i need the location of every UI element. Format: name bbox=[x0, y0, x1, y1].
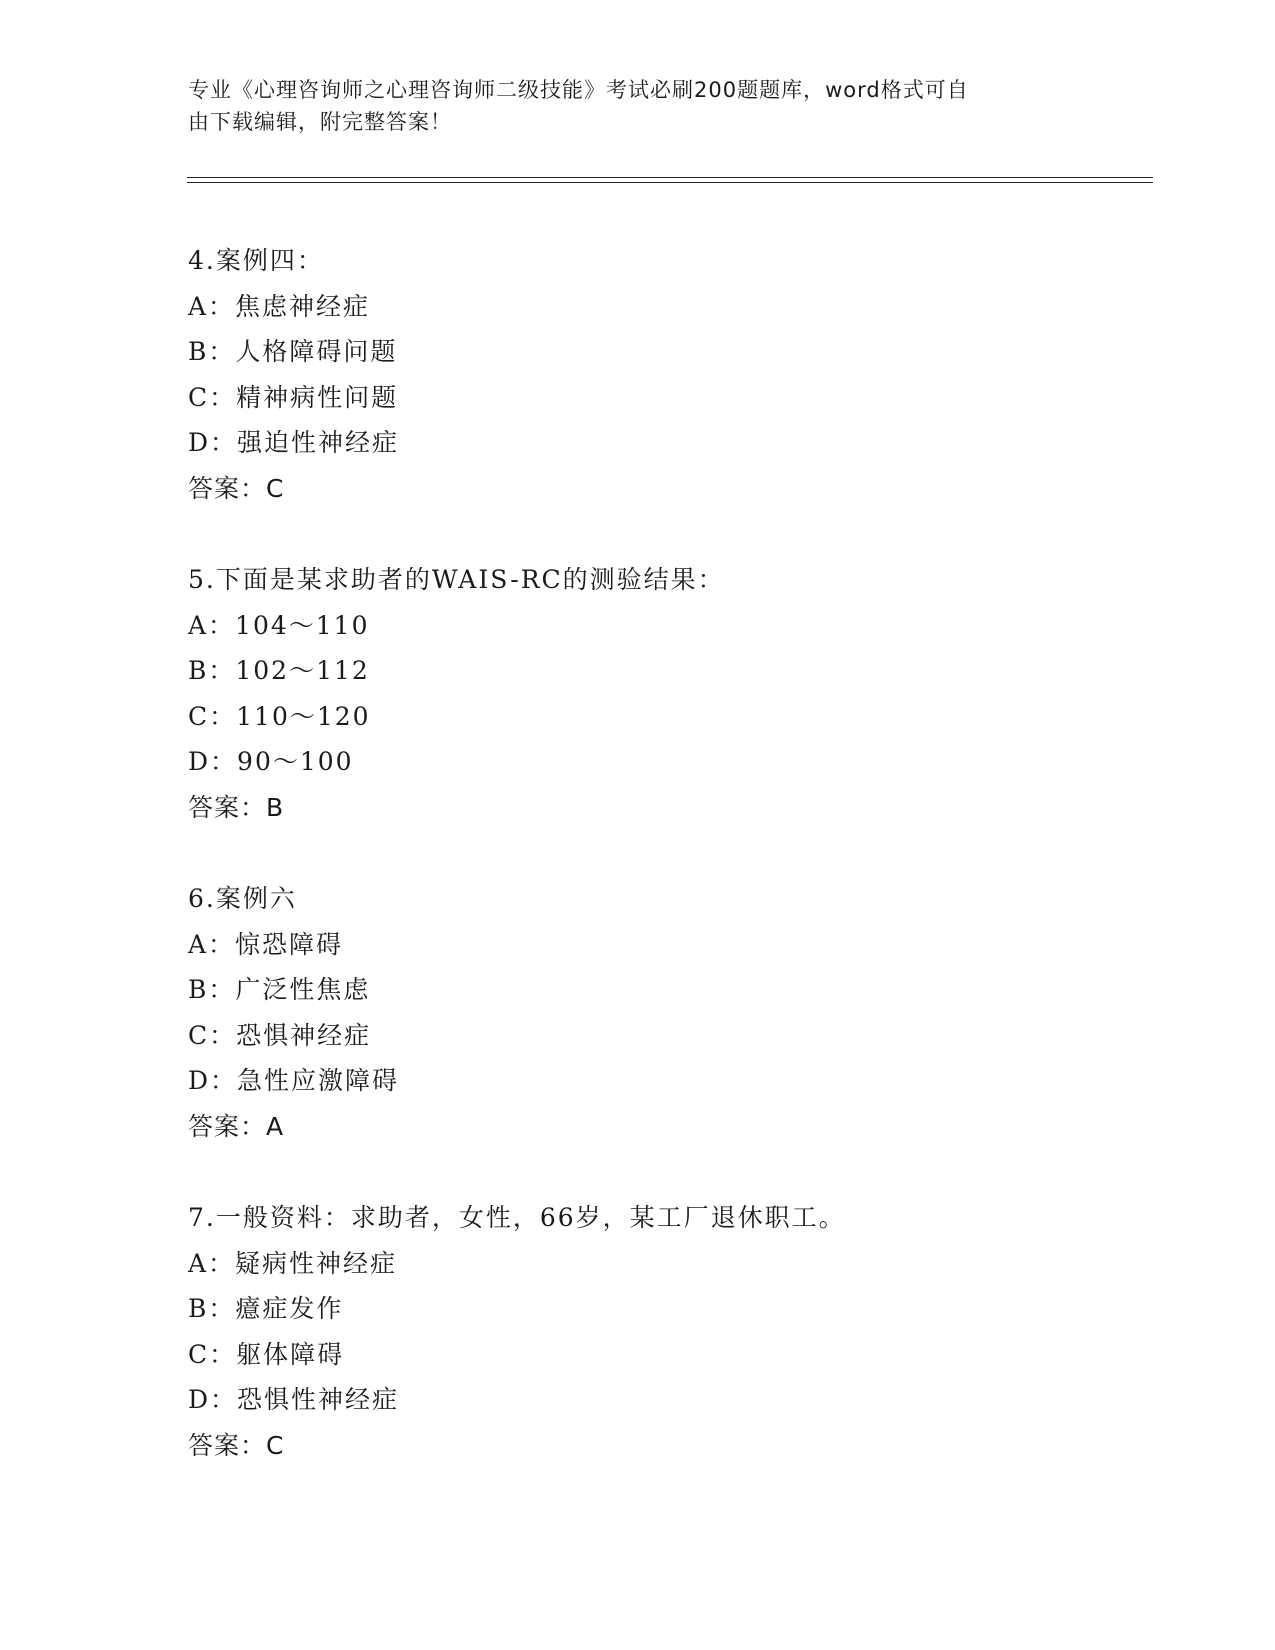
option-c: C：110～120 bbox=[188, 701, 371, 731]
question-5 bbox=[188, 557, 1148, 830]
header-rule-top bbox=[187, 177, 1153, 178]
option-a: A：104～110 bbox=[188, 610, 370, 640]
header-rule-bottom bbox=[187, 182, 1153, 183]
option-c: C：精神病性问题 bbox=[188, 382, 399, 412]
answer-line: 答案：C bbox=[188, 473, 285, 503]
header-line-1: 专业《心理咨询师之心理咨询师二级技能》考试必刷200题题库，word格式可自 bbox=[188, 78, 969, 102]
option-b: B：癔症发作 bbox=[188, 1294, 344, 1323]
option-b: B：102～112 bbox=[188, 656, 370, 685]
document-header bbox=[188, 74, 1088, 138]
answer-line: 答案：A bbox=[188, 1111, 285, 1141]
question-title: 4.案例四： bbox=[188, 246, 324, 275]
question-title: 5.下面是某求助者的WAIS-RC的测验结果： bbox=[188, 565, 725, 594]
option-b: B：广泛性焦虑 bbox=[188, 975, 371, 1004]
option-c: C：恐惧神经症 bbox=[188, 1020, 372, 1050]
option-a: A：焦虑神经症 bbox=[188, 291, 371, 321]
question-6 bbox=[188, 876, 1148, 1149]
question-4 bbox=[188, 238, 1148, 511]
answer-line: 答案：B bbox=[188, 792, 285, 822]
option-d: D：强迫性神经症 bbox=[188, 428, 400, 457]
header-line-2: 由下载编辑，附完整答案！ bbox=[188, 110, 452, 134]
option-d: D：恐惧性神经症 bbox=[188, 1385, 400, 1414]
question-title: 7.一般资料：求助者，女性，66岁，某工厂退休职工。 bbox=[188, 1203, 846, 1232]
option-a: A：疑病性神经症 bbox=[188, 1248, 398, 1278]
option-a: A：惊恐障碍 bbox=[188, 929, 344, 959]
option-c: C：躯体障碍 bbox=[188, 1339, 345, 1369]
answer-line: 答案：C bbox=[188, 1430, 285, 1460]
option-d: D：急性应激障碍 bbox=[188, 1066, 400, 1095]
question-title: 6.案例六 bbox=[188, 884, 297, 913]
option-b: B：人格障碍问题 bbox=[188, 337, 398, 366]
option-d: D：90～100 bbox=[188, 747, 354, 776]
question-list bbox=[188, 238, 1148, 1514]
question-7 bbox=[188, 1195, 1148, 1468]
